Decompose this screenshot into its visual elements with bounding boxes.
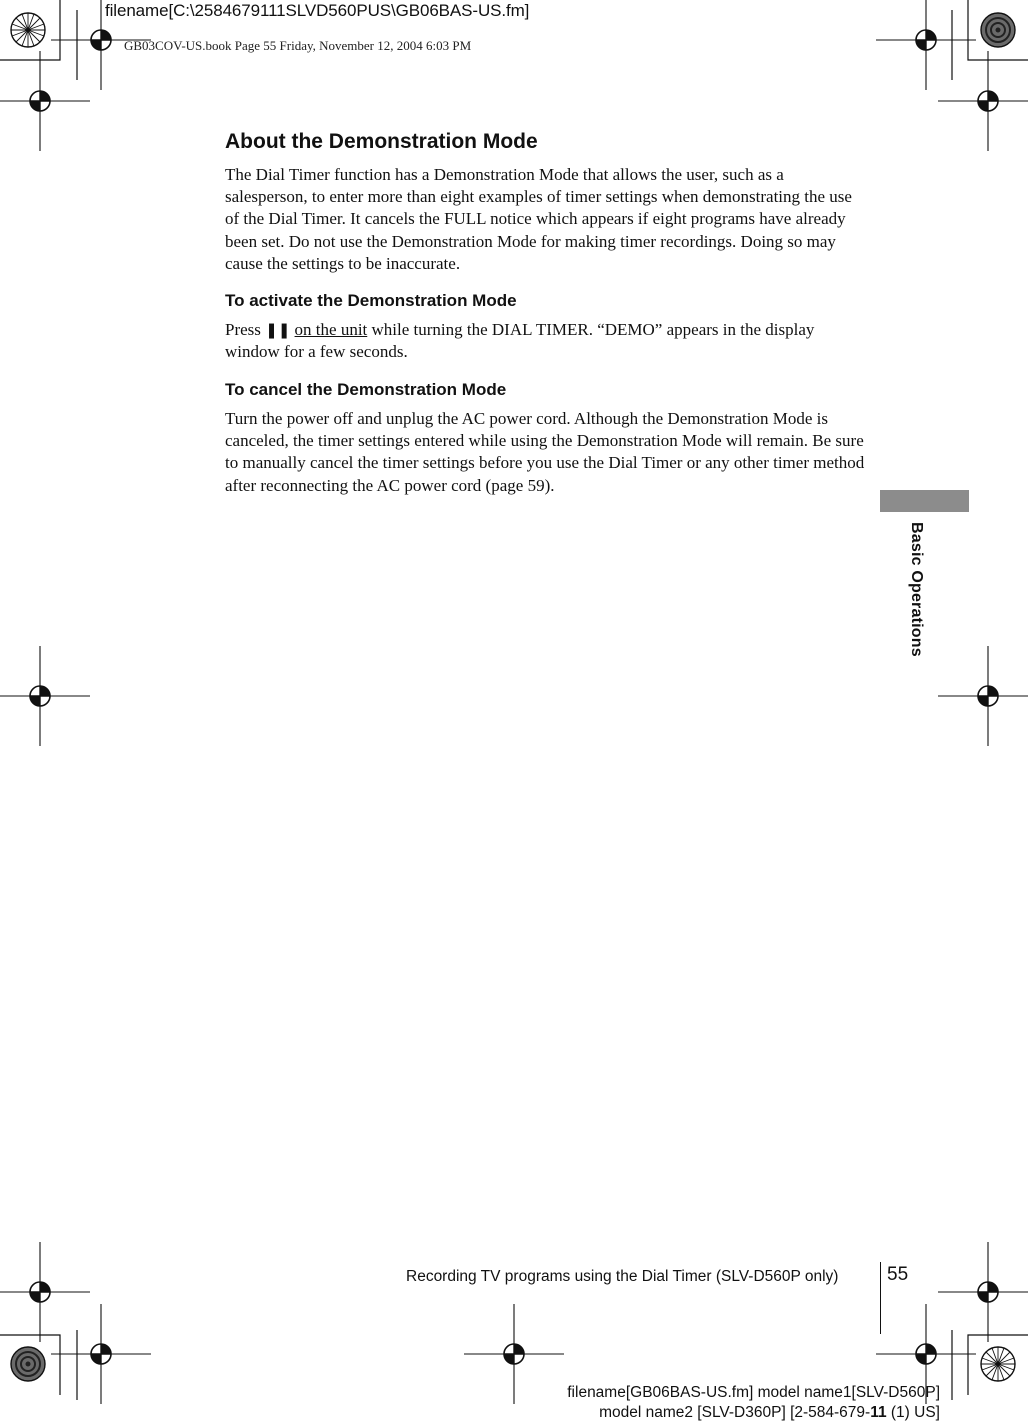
footer-divider: [880, 1262, 881, 1334]
dense-target-top-right: [981, 13, 1015, 47]
meta-suffix: (1) US]: [886, 1404, 940, 1421]
page-number: 55: [887, 1264, 909, 1285]
meta-prefix: model name2 [SLV-D360P] [2-584-679-: [599, 1404, 871, 1421]
intro-paragraph: The Dial Timer function has a Demonstration Mode that allows the user, such as a salesperson, to enter more than eight examples of timer settings when demonstrating the use of the Dial Timer. It cancels the FULL notice which appears if eight programs have already been set. Do not use the Demonstration Mode for making timer recordings. Doing so may cause the settings to be inaccurate.: [225, 165, 852, 273]
cancel-paragraph: Turn the power off and unplug the AC power cord. Although the Demonstration Mode is canceled, the timer settings entered while using the Demonstration Mode will remain. Be sure to manually cancel the timer settings before you use the Dial Timer or any other timer method after reconnecting the AC power cord (page 59).: [225, 409, 865, 495]
pause-icon: ❚❚: [265, 321, 291, 339]
activate-paragraph: [225, 319, 865, 363]
section-title: About the Demonstration Mode: [225, 130, 538, 153]
footer-meta-line2: [567, 1403, 940, 1423]
dense-target-bottom-left: [11, 1347, 45, 1381]
section-side-tab: [880, 490, 969, 512]
star-target-top-left: [11, 13, 45, 47]
star-target-bottom-right: [981, 1347, 1015, 1381]
activate-press-text: Press: [225, 320, 266, 339]
activate-heading: To activate the Demonstration Mode: [225, 291, 517, 310]
footer-meta-line1: filename[GB06BAS-US.fm] model name1[SLV-D560P]: [567, 1384, 940, 1401]
cancel-heading: To cancel the Demonstration Mode: [225, 380, 507, 399]
header-filename: filename[C:\2584679111SLVD560PUS\GB06BAS-US.fm]: [105, 1, 530, 20]
header-book-info: GB03COV-US.book Page 55 Friday, November 12, 2004 6:03 PM: [124, 38, 472, 53]
meta-bold: 11: [870, 1404, 887, 1421]
activate-rest-text: while turning the DIAL TIMER. “DEMO” appears in the display window for a few seconds.: [225, 320, 815, 362]
footer-chapter-title: Recording TV programs using the Dial Timer (SLV-D560P only): [406, 1268, 839, 1285]
section-side-label: Basic Operations: [908, 522, 925, 657]
on-the-unit-text: on the unit: [294, 320, 368, 339]
footer-metadata: [567, 1383, 940, 1423]
